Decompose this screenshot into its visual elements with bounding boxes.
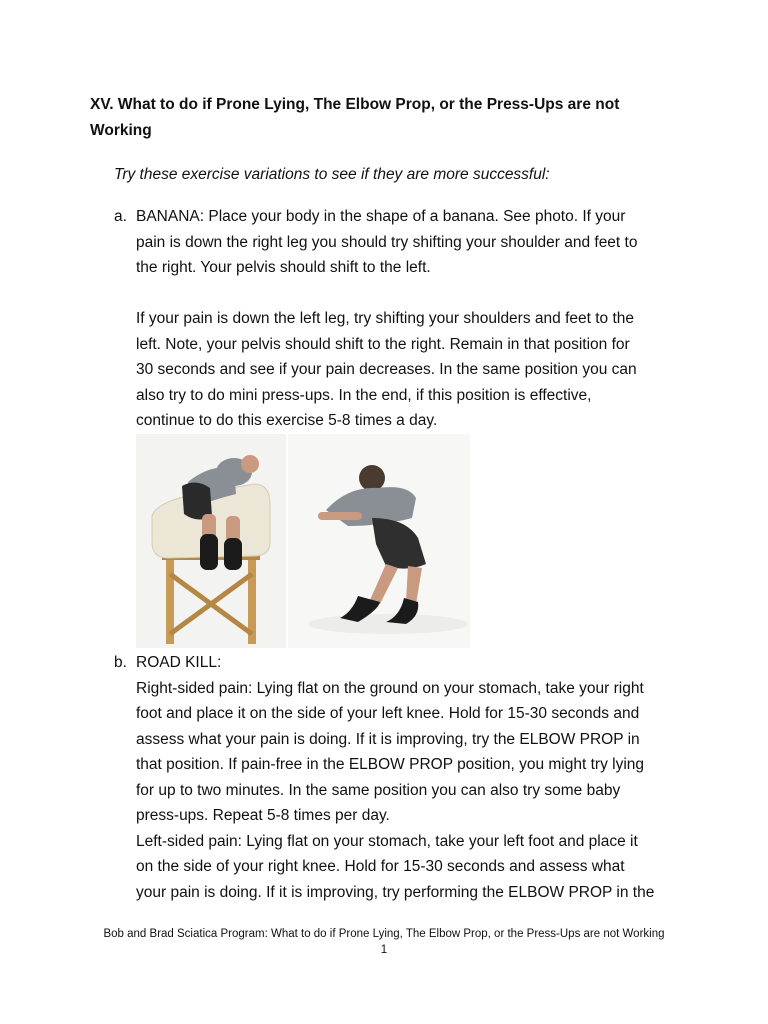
intro-text: Try these exercise variations to see if they are more successful: [114,166,550,183]
banana-floor-illustration [288,434,470,648]
text-line: 30 seconds and see if your pain decreases. In the same position you can [136,361,637,378]
text-line: If your pain is down the left leg, try shifting your shoulders and feet to the [136,310,635,327]
text-line: the right. Your pelvis should shift to the left. [136,259,431,276]
text-line: continue to do this exercise 5-8 times a day. [136,412,438,429]
heading-line: Working [90,122,152,139]
text-line: Left-sided pain: Lying flat on your stomach, take your left foot and place it [136,832,638,850]
text-line: your pain is doing. If it is improving, try performing the ELBOW PROP in the [136,883,655,901]
section-heading [90,92,690,144]
text-line: BANANA: Place your body in the shape of a banana. See photo. If your [136,208,626,225]
banana-on-floor-photo [288,434,470,648]
banana-on-table-photo [136,434,286,648]
exercise-photos [136,434,470,648]
text-line: also try to do mini press-ups. In the end, if this position is effective, [136,386,592,404]
list-marker: b. [114,654,127,671]
text-line: ROAD KILL: [136,654,222,671]
list-item-body [136,650,676,905]
text-line: assess what your pain is doing. If it is improving, try the ELBOW PROP in [136,730,640,748]
banana-table-illustration [136,434,286,648]
text-line: foot and place it on the side of your left knee. Hold for 15-30 seconds and [136,705,640,722]
text-line: left. Note, your pelvis should shift to the right. Remain in that position for [136,335,630,353]
heading-line: XV. What to do if Prone Lying, The Elbow Prop, or the Press-Ups are not [90,96,620,113]
list-marker: a. [114,208,127,225]
text-line: on the side of your right knee. Hold for 15-30 seconds and assess what [136,858,625,875]
page-number: 1 [380,944,388,956]
text-line: for up to two minutes. In the same position you can also try some baby [136,781,621,799]
text-line: that position. If pain-free in the ELBOW PROP position, you might try lying [136,756,645,773]
list-item-body [136,204,676,434]
page-footer: Bob and Brad Sciatica Program: What to do if Prone Lying, The Elbow Prop, or the Press-Ups are not Working [103,928,665,940]
text-line: Right-sided pain: Lying flat on the ground on your stomach, take your right [136,679,644,697]
text-line: press-ups. Repeat 5-8 times per day. [136,807,390,824]
text-line: pain is down the right leg you should try shifting your shoulder and feet to [136,233,638,251]
